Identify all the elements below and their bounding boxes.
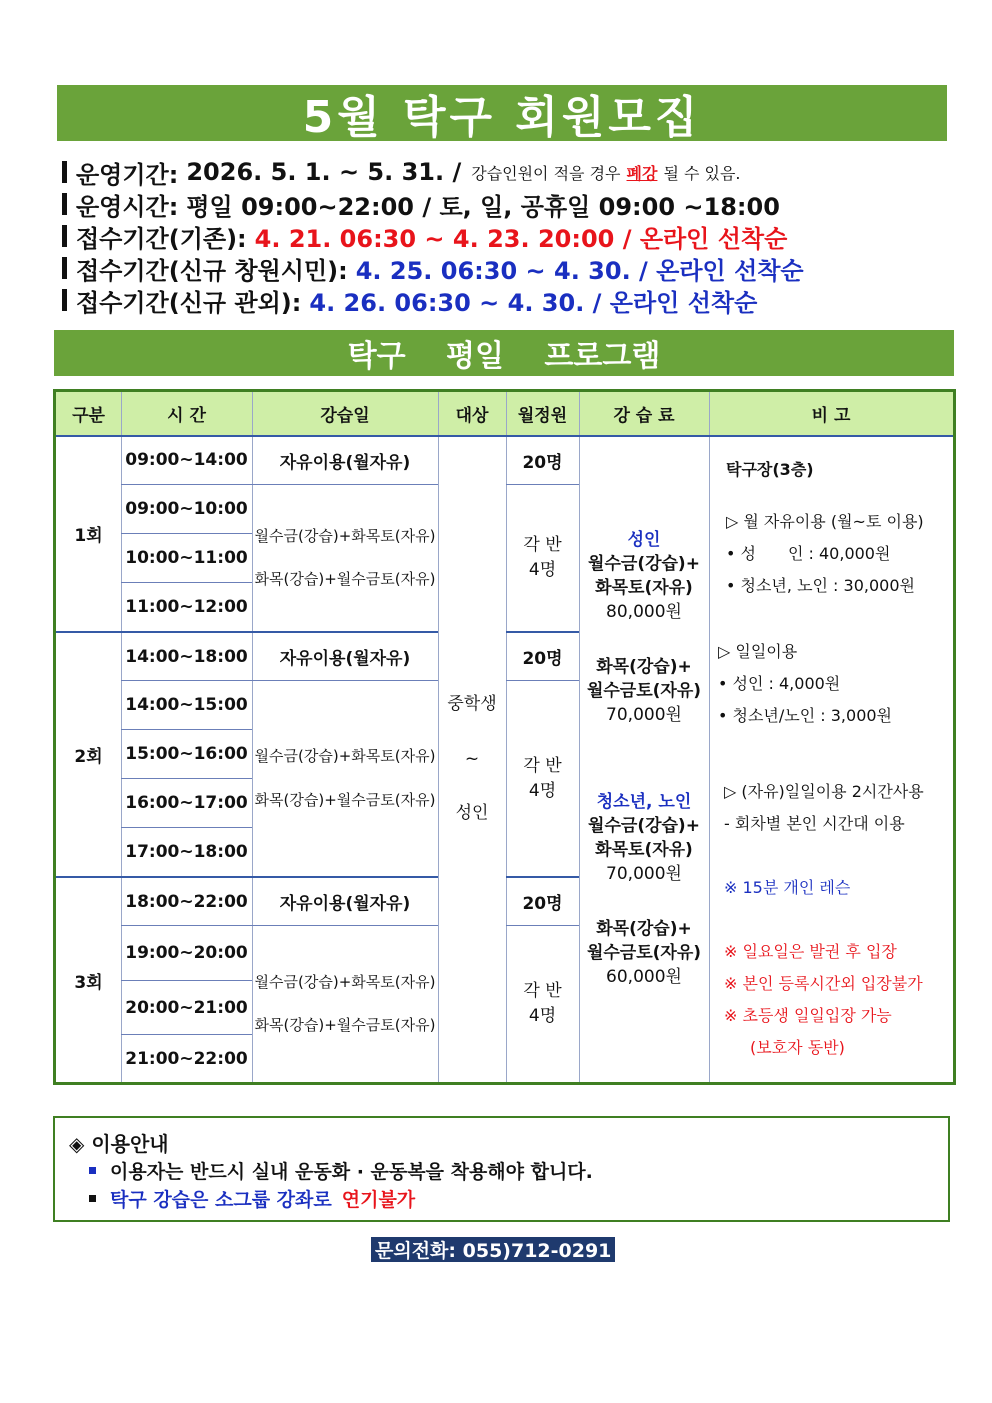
time-slot: 16:00~17:00	[125, 793, 248, 813]
period-note-a: 강습인원이 적을 경우	[471, 163, 621, 183]
guide-line2-red: 연기불가	[341, 1188, 416, 1211]
target-from: 중학생	[447, 694, 497, 715]
reg-existing-label: 접수기간(기존):	[76, 224, 247, 253]
class-days	[252, 681, 438, 876]
capacity-class	[506, 926, 579, 1082]
time-slot: 19:00~20:00	[125, 943, 248, 963]
fee-youth-a	[579, 784, 709, 894]
header-remarks: 비 고	[709, 392, 953, 435]
note-monthly-youth: • 청소년, 노인 : 30,000원	[726, 576, 915, 595]
program-title: 탁구 평일 프로그램	[54, 330, 954, 376]
capacity-class-label: 각 반	[523, 981, 562, 1002]
class-option-a: 월수금(강습)+화목토(자유)	[254, 526, 436, 545]
header-category: 구분	[56, 392, 121, 435]
note-elementary: ※ 초등생 일일입장 가능	[724, 1006, 892, 1025]
note-daily-title: ▷ 일일이용	[718, 642, 798, 661]
bullet-square-icon	[89, 1195, 96, 1202]
hours-label: 운영시간:	[76, 192, 179, 221]
info-reg-outside	[62, 284, 942, 316]
class-days	[252, 926, 438, 1082]
capacity-free: 20명	[522, 452, 563, 473]
guide-line	[89, 1156, 934, 1184]
class-option-a: 월수금(강습)+화목토(자유)	[254, 972, 436, 991]
info-reg-changwon	[62, 252, 942, 284]
header-class-days: 강습일	[252, 392, 438, 435]
period-note-red: 폐강	[626, 163, 658, 183]
fee-line: 월수금토(자유)	[586, 681, 702, 702]
fee-line: 화목(강습)+	[596, 657, 692, 678]
class-days	[252, 485, 438, 631]
fee-line: 화목(강습)+	[596, 919, 692, 940]
page-title: 5월 탁구 회원모집	[57, 85, 947, 141]
time-slot: 09:00~14:00	[125, 450, 248, 470]
fee-price: 60,000원	[606, 966, 682, 987]
capacity-class-value: 4명	[528, 560, 557, 580]
bullet-square-icon	[89, 1167, 96, 1174]
capacity-class-value: 4명	[528, 1006, 557, 1026]
session-label: 2회	[74, 747, 103, 767]
info-reg-existing	[62, 220, 942, 252]
note-outside-time: ※ 본인 등록시간외 입장불가	[724, 974, 923, 993]
note-lesson: ※ 15분 개인 레슨	[724, 878, 851, 897]
note-guardian: (보호자 동반)	[750, 1038, 845, 1057]
bullet-bar	[62, 257, 67, 279]
note-monthly-title: ▷ 월 자유이용 (월~토 이용)	[726, 512, 924, 531]
note-monthly-adult: • 성 인 : 40,000원	[726, 544, 891, 563]
reg-changwon-label: 접수기간(신규 창원시민):	[76, 256, 348, 285]
grid-line	[709, 392, 710, 1082]
class-option-b: 화목(강습)+월수금토(자유)	[254, 570, 436, 588]
note-free-daily-desc: - 회차별 본인 시간대 이용	[724, 814, 905, 833]
fee-line: 화목토(자유)	[595, 578, 693, 598]
time-slot: 15:00~16:00	[125, 744, 248, 764]
fee-line: 화목토(자유)	[595, 840, 693, 860]
capacity-class-label: 각 반	[523, 755, 562, 776]
fee-adult-b	[579, 650, 709, 734]
fee-price: 80,000원	[606, 601, 682, 622]
period-label: 운영기간:	[76, 160, 179, 189]
note-sunday: ※ 일요일은 발권 후 입장	[724, 942, 897, 961]
period-value: 2026. 5. 1. ~ 5. 31. /	[186, 158, 462, 186]
time-slot: 17:00~18:00	[125, 842, 248, 862]
note-free-daily-title: ▷ (자유)일일이용 2시간사용	[724, 782, 924, 801]
time-slot: 20:00~21:00	[125, 997, 248, 1018]
free-use-label: 자유이용(월자유)	[279, 452, 411, 473]
period-note-b: 될 수 있음.	[663, 163, 741, 183]
capacity-class	[506, 681, 579, 876]
time-slot: 14:00~15:00	[125, 695, 248, 715]
guide-line1: 이용자는 반드시 실내 운동화 · 운동복을 착용해야 합니다.	[110, 1160, 593, 1183]
capacity-free: 20명	[522, 894, 563, 914]
reg-existing-value: 4. 21. 06:30 ~ 4. 23. 20:00 / 온라인 선착순	[254, 224, 788, 253]
fee-price: 70,000원	[606, 704, 682, 725]
guide-line	[89, 1184, 934, 1212]
bullet-bar	[62, 193, 67, 215]
fee-line: 월수금(강습)+	[588, 554, 700, 575]
fee-adult-a	[579, 522, 709, 632]
capacity-class-value: 4명	[528, 780, 557, 801]
reg-outside-value: 4. 26. 06:30 ~ 4. 30. / 온라인 선착순	[309, 288, 758, 317]
fee-line: 월수금(강습)+	[588, 816, 700, 837]
time-slot: 09:00~10:00	[125, 499, 248, 519]
class-option-a: 월수금(강습)+화목토(자유)	[254, 747, 436, 765]
info-hours	[62, 188, 942, 220]
fee-youth-b	[579, 912, 709, 996]
session-label: 1회	[74, 526, 103, 546]
header-fee: 강 습 료	[579, 392, 709, 435]
fee-youth-label: 청소년, 노인	[596, 792, 692, 813]
target-tilde: ~	[464, 748, 480, 769]
header-capacity: 월정원	[506, 392, 579, 435]
class-option-b: 화목(강습)+월수금토(자유)	[254, 790, 436, 809]
contact-phone: 문의전화: 055)712-0291	[371, 1237, 615, 1262]
header-time: 시 간	[121, 392, 252, 435]
note-place: 탁구장(3층)	[726, 460, 814, 479]
time-slot: 21:00~22:00	[125, 1048, 248, 1069]
guide-line2-blue: 탁구 강습은 소그룹 강좌로	[110, 1188, 332, 1211]
note-daily-adult: • 성인 : 4,000원	[718, 674, 841, 693]
bullet-bar	[62, 289, 67, 311]
bullet-bar	[62, 225, 67, 247]
fee-line: 월수금토(자유)	[586, 943, 702, 964]
time-slot: 14:00~18:00	[125, 646, 248, 667]
free-use-label: 자유이용(월자유)	[279, 894, 411, 914]
target-to: 성인	[455, 803, 489, 824]
class-option-b: 화목(강습)+월수금토(자유)	[254, 1016, 436, 1034]
hours-value: 평일 09:00~22:00 / 토, 일, 공휴일 09:00 ~18:00	[186, 192, 780, 221]
time-slot: 11:00~12:00	[125, 597, 248, 617]
reg-outside-label: 접수기간(신규 관외):	[76, 288, 302, 317]
guide-title: ◈ 이용안내	[69, 1131, 169, 1156]
reg-changwon-value: 4. 25. 06:30 ~ 4. 30. / 온라인 선착순	[355, 256, 804, 285]
time-slot: 18:00~22:00	[125, 891, 248, 912]
capacity-class	[506, 485, 579, 631]
header-target: 대상	[438, 392, 506, 435]
fee-adult-label: 성인	[627, 530, 661, 551]
capacity-class-label: 각 반	[523, 535, 562, 556]
bullet-bar	[62, 161, 67, 183]
fee-price: 70,000원	[606, 863, 682, 884]
info-period	[62, 156, 942, 188]
time-slot: 10:00~11:00	[125, 548, 248, 568]
session-label: 3회	[74, 972, 103, 993]
info-section	[62, 156, 942, 316]
capacity-free: 20명	[522, 649, 563, 669]
note-daily-youth: • 청소년/노인 : 3,000원	[718, 706, 893, 725]
schedule-table	[53, 389, 956, 1085]
target-cell	[438, 436, 506, 1082]
free-use-label: 자유이용(월자유)	[279, 649, 411, 669]
usage-guide	[53, 1116, 950, 1222]
